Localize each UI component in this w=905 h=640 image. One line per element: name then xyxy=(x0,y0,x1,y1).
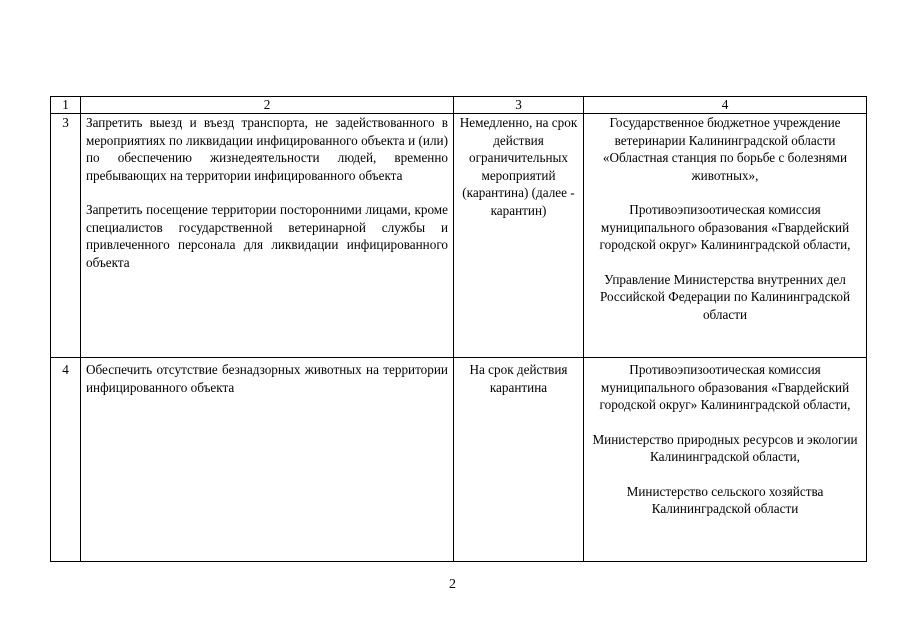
row-number: 4 xyxy=(51,358,81,562)
action-paragraph: Запретить выезд и въезд транспорта, не задействованного в мероприятиях по ликвидации инфицированного объекта и (или) по обеспечению жизнедеятельности людей, временно пребывающих на территории инфицированного объекта xyxy=(86,115,448,183)
table-row xyxy=(51,114,867,358)
measures-table xyxy=(50,96,867,562)
responsible-cell xyxy=(584,114,867,358)
responsible-paragraph: Противоэпизоотическая комиссия муниципального образования «Гвардейский городской округ» Калининградской области, xyxy=(599,202,851,252)
action-cell xyxy=(81,358,454,562)
responsible-cell xyxy=(584,358,867,562)
responsible-paragraph: Министерство природных ресурсов и экологии Калининградской области, xyxy=(592,431,858,464)
action-paragraph: Запретить посещение территории посторонними лицами, кроме специалистов государственной ветеринарной службы и привлеченного персонала для ликвидации инфицированного объекта xyxy=(86,202,448,270)
action-cell xyxy=(81,114,454,358)
term-cell: Немедленно, на срок действия ограничительных мероприятий (карантина) (далее - карантин) xyxy=(454,114,584,358)
responsible-paragraph: Противоэпизоотическая комиссия муниципального образования «Гвардейский городской округ» Калининградской области, xyxy=(599,362,851,412)
header-col-4: 4 xyxy=(584,97,867,114)
page-number: 2 xyxy=(449,577,456,592)
table-row xyxy=(51,358,867,562)
table-header-row xyxy=(51,97,867,114)
term-cell: На срок действия карантина xyxy=(454,358,584,562)
header-col-1: 1 xyxy=(51,97,81,114)
responsible-paragraph: Министерство сельского хозяйства Калининградской области xyxy=(626,483,824,516)
action-paragraph: Обеспечить отсутствие безнадзорных животных на территории инфицированного объекта xyxy=(86,362,448,395)
header-col-2: 2 xyxy=(81,97,454,114)
responsible-paragraph: Управление Министерства внутренних дел Российской Федерации по Калининградской области xyxy=(599,271,851,322)
responsible-paragraph: Государственное бюджетное учреждение ветеринарии Калининградской области «Областная станция по борьбе с болезнями животных», xyxy=(602,115,848,183)
header-col-3: 3 xyxy=(454,97,584,114)
row-number: 3 xyxy=(51,114,81,358)
